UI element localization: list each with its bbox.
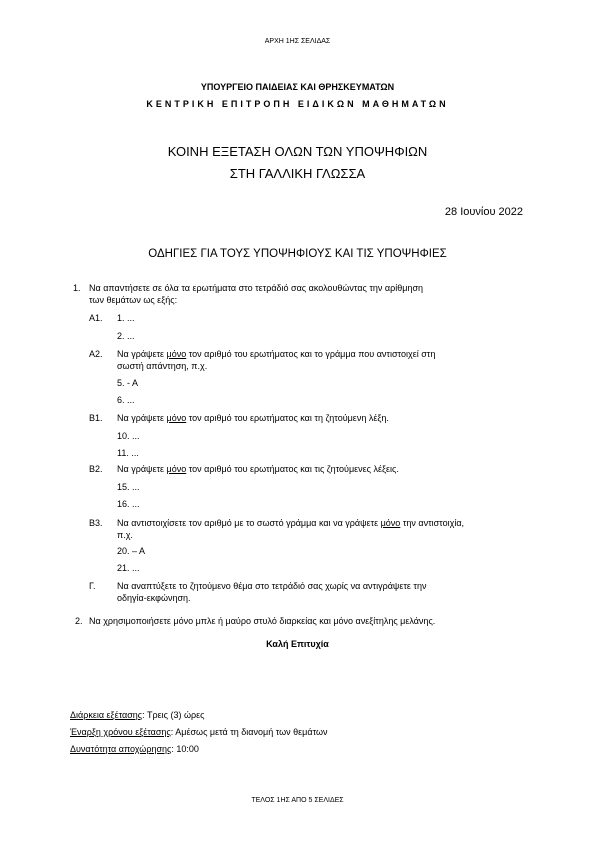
section-b2-text: Να γράψετε μόνο τον αριθμό του ερωτήματος και τις ζητούμενες λέξεις. (117, 464, 399, 474)
leave-value: : 10:00 (171, 744, 199, 754)
duration-label: Διάρκεια εξέτασης (70, 710, 143, 720)
example-b2-2: 16. ... (117, 499, 140, 509)
section-label-g: Γ. (89, 581, 96, 591)
example-a2-2: 6. ... (117, 395, 135, 405)
section-label-a1: Α1. (89, 313, 103, 323)
section-label-a2: Α2. (89, 349, 103, 359)
item1-text-line1: Να απαντήσετε σε όλα τα ερωτήματα στο τετράδιό σας ακολουθώντας την αρίθμηση (89, 283, 424, 293)
emphasis-only: μόνο (380, 518, 401, 528)
duration-value: : Τρεις (3) ώρες (142, 710, 205, 720)
example-a1-1: 1. ... (117, 313, 135, 323)
example-b3-2: 21. ... (117, 563, 140, 573)
section-a2-text: Να γράψετε μόνο τον αριθμό του ερωτήματος και το γράμμα που αντιστοιχεί στη (117, 349, 436, 359)
section-g-text-line1: Να αναπτύξετε το ζητούμενο θέμα στο τετράδιό σας χωρίς να αντιγράψετε την (117, 581, 427, 591)
section-label-b2: Β2. (89, 464, 103, 474)
item-number: 2. (75, 616, 83, 626)
section-label-b1: Β1. (89, 413, 103, 423)
item-number: 1. (73, 283, 81, 293)
start-label: Έναρξη χρόνου εξέτασης (70, 727, 171, 737)
example-b1-1: 10. ... (117, 431, 140, 441)
example-b1-2: 11. ... (117, 448, 139, 458)
start-line (70, 727, 328, 737)
page-header: ΑΡΧΗ 1ΗΣ ΣΕΛΙΔΑΣ (264, 38, 331, 45)
section-b1-text: Να γράψετε μόνο τον αριθμό του ερωτήματος και τη ζητούμενη λέξη. (117, 413, 389, 423)
leave-line (70, 744, 199, 754)
start-value: : Αμέσως μετά τη διανομή των θεμάτων (170, 727, 328, 737)
example-a1-2: 2. ... (117, 331, 135, 341)
exam-title-line1: ΚΟΙΝΗ ΕΞΕΤΑΣΗ ΟΛΩΝ ΤΩΝ ΥΠΟΨΗΦΙΩΝ (167, 144, 428, 159)
duration-line (70, 710, 204, 720)
ministry-name: ΥΠΟΥΡΓΕΙΟ ΠΑΙΔΕΙΑΣ ΚΑΙ ΘΡΗΣΚΕΥΜΑΤΩΝ (200, 82, 395, 92)
section-label-b3: Β3. (89, 518, 103, 528)
example-a2-1: 5. - Α (117, 378, 139, 388)
section-b3-text-line2: π.χ. (117, 530, 133, 540)
item2-text: Να χρησιμοποιήσετε μόνο μπλε ή μαύρο στυλό διαρκείας και μόνο ανεξίτηλης μελάνης. (89, 616, 436, 626)
good-luck: Καλή Επιτυχία (266, 639, 329, 649)
section-g-text-line2: οδηγία-εκφώνηση. (117, 593, 191, 603)
exam-title-line2: ΣΤΗ ΓΑΛΛΙΚΗ ΓΛΩΣΣΑ (229, 166, 366, 181)
section-b3-text: Να αντιστοιχίσετε τον αριθμό με το σωστό γράμμα και να γράψετε μόνο την αντιστοιχία, (117, 518, 465, 528)
emphasis-only: μόνο (166, 349, 187, 359)
page-footer: ΤΕΛΟΣ 1ΗΣ ΑΠΟ 5 ΣΕΛΙΔΕΣ (251, 797, 344, 804)
item1-text-line2: των θεμάτων ως εξής: (89, 295, 178, 305)
exam-date: 28 Ιουνίου 2022 (444, 206, 523, 218)
section-a2-text-line2: σωστή απάντηση, π.χ. (117, 361, 208, 371)
emphasis-only: μόνο (166, 413, 187, 423)
emphasis-only: μόνο (166, 464, 187, 474)
leave-label: Δυνατότητα αποχώρησης (70, 744, 172, 754)
committee-name: ΚΕΝΤΡΙΚΗ ΕΠΙΤΡΟΠΗ ΕΙΔΙΚΩΝ ΜΑΘΗΜΑΤΩΝ (146, 99, 449, 109)
example-b3-1: 20. – Α (117, 546, 146, 556)
example-b2-1: 15. ... (117, 482, 140, 492)
instructions-heading: ΟΔΗΓΙΕΣ ΓΙΑ ΤΟΥΣ ΥΠΟΨΗΦΙΟΥΣ ΚΑΙ ΤΙΣ ΥΠΟΨΗΦΙΕΣ (148, 248, 447, 260)
